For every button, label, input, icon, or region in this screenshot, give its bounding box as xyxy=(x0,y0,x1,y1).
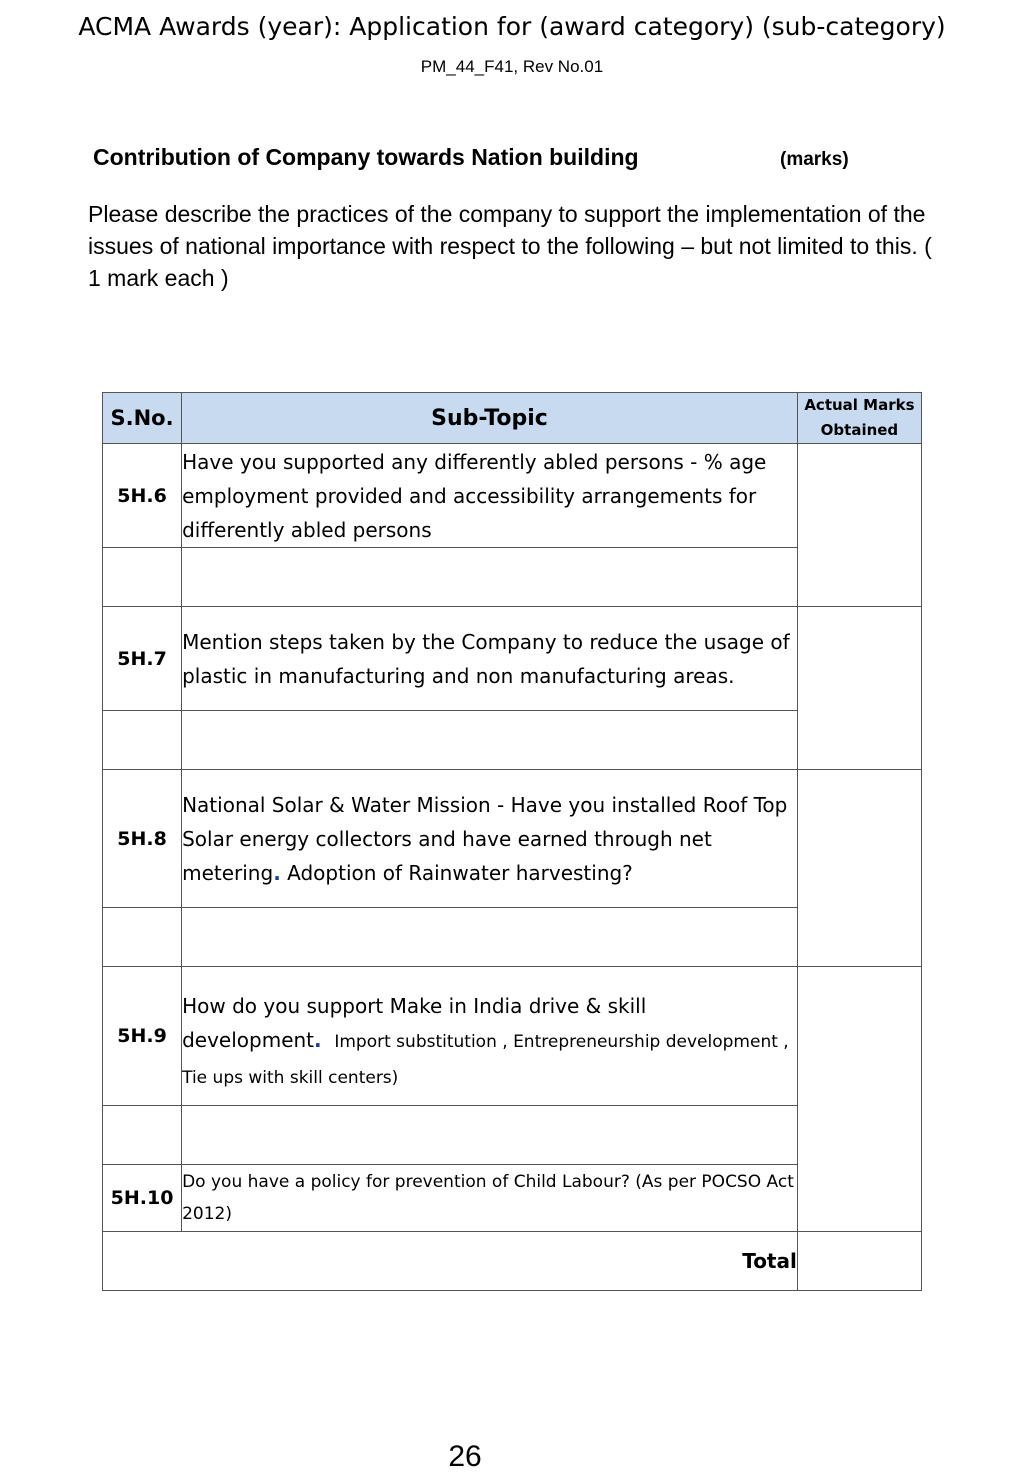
form-code: PM_44_F41, Rev No.01 xyxy=(420,57,604,76)
row-question-dot: . xyxy=(314,1028,322,1052)
answer-sno-cell xyxy=(103,908,182,967)
table-header-row xyxy=(103,393,922,444)
table-row xyxy=(103,444,922,548)
row-sno: 5H.10 xyxy=(103,1165,182,1232)
table-row xyxy=(103,967,922,1106)
answer-sno-cell xyxy=(103,1106,182,1165)
section-intro: Please describe the practices of the company to support the implementation of the issues of national importance with respect to the following – but not limited to this. ( 1 mark each ) xyxy=(88,201,932,291)
total-label: Total xyxy=(103,1232,798,1291)
row-sno: 5H.7 xyxy=(103,607,182,711)
row-question: Have you supported any differently abled persons - % age employment provided and accessibility arrangements for differently abled persons xyxy=(182,444,798,548)
table-row xyxy=(103,770,922,908)
total-marks-cell[interactable] xyxy=(797,1232,921,1291)
answer-sno-cell xyxy=(103,548,182,607)
row-question xyxy=(182,770,798,908)
row-question-dot: . xyxy=(273,860,281,885)
row-sno: 5H.6 xyxy=(103,444,182,548)
marks-cell[interactable] xyxy=(797,770,921,967)
answer-sno-cell xyxy=(103,711,182,770)
row-question-part-a: How do you support Make in India drive & skill development xyxy=(182,994,647,1052)
table-row xyxy=(103,607,922,711)
assessment-table xyxy=(102,392,922,1291)
document-header-title: ACMA Awards (year): Application for (award category) (sub-category) xyxy=(78,12,946,41)
row-question xyxy=(182,967,798,1106)
section-title: Contribution of Company towards Nation building xyxy=(93,144,639,170)
row-question: Mention steps taken by the Company to reduce the usage of plastic in manufacturing and non manufacturing areas. xyxy=(182,607,798,711)
row-sno: 5H.9 xyxy=(103,967,182,1106)
page-number: 26 xyxy=(448,1440,482,1473)
row-question: Do you have a policy for prevention of Child Labour? (As per POCSO Act 2012) xyxy=(182,1165,798,1232)
answer-cell[interactable] xyxy=(182,548,798,607)
header-actual-marks: Actual Marks Obtained xyxy=(797,393,921,444)
answer-cell[interactable] xyxy=(182,711,798,770)
answer-cell[interactable] xyxy=(182,1106,798,1165)
row-question-part-b: Adoption of Rainwater harvesting? xyxy=(280,860,633,885)
marks-cell[interactable] xyxy=(797,967,921,1232)
section-marks-label: (marks) xyxy=(780,149,849,170)
header-sno: S.No. xyxy=(103,393,182,444)
header-subtopic: Sub-Topic xyxy=(182,393,798,444)
answer-cell[interactable] xyxy=(182,908,798,967)
marks-cell[interactable] xyxy=(797,444,921,607)
row-question-part-a: National Solar & Water Mission - Have you installed Roof Top Solar energy collectors and have earned through net metering xyxy=(182,792,788,885)
row-sno: 5H.8 xyxy=(103,770,182,908)
marks-cell[interactable] xyxy=(797,607,921,770)
total-row xyxy=(103,1232,922,1291)
row-question-part-b: Import substitution , Entrepreneurship development , Tie ups with skill centers) xyxy=(182,1032,789,1088)
